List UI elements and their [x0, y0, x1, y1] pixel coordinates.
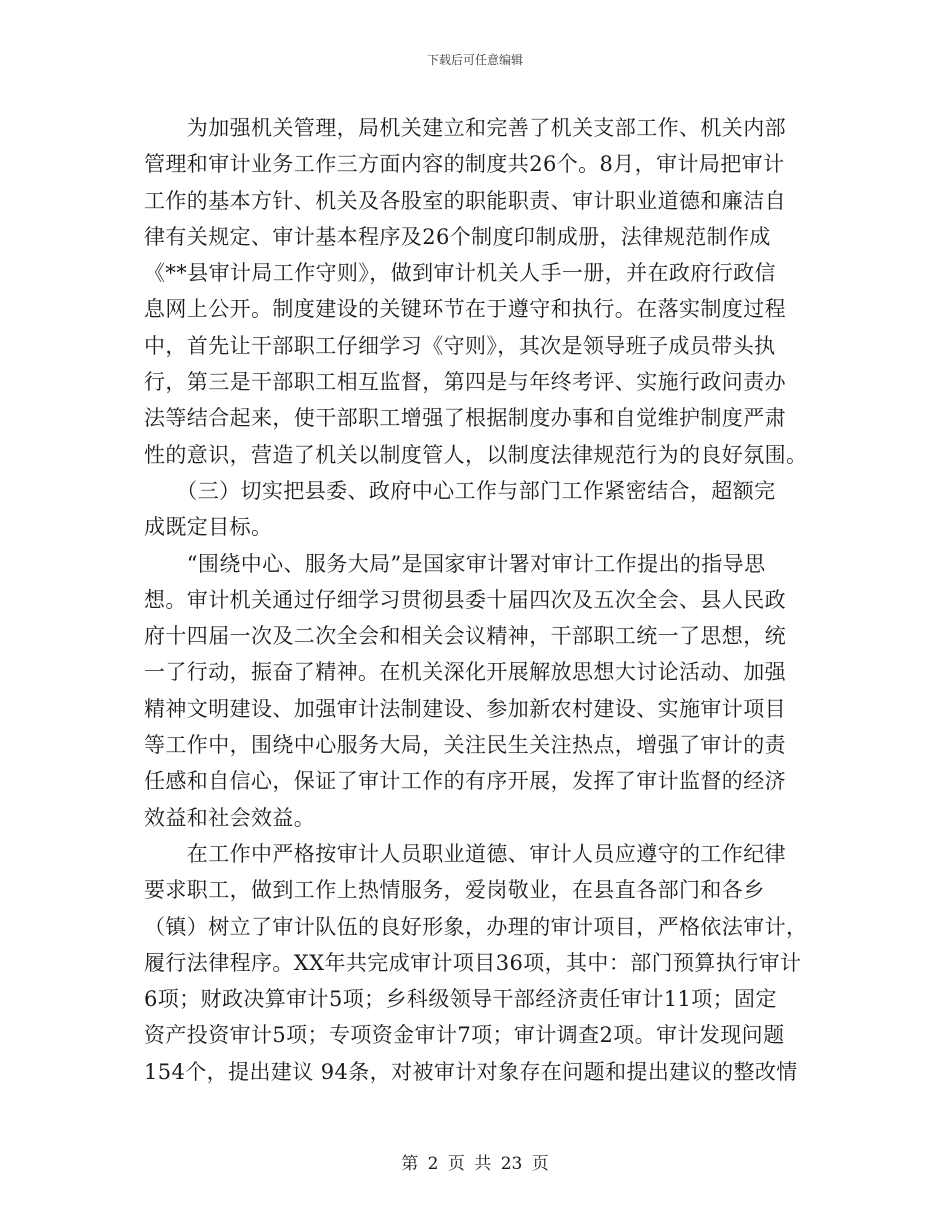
- text-line: 息网上公开。制度建设的关键环节在于遵守和执行。在落实制度过程: [144, 297, 786, 322]
- text-line: 府十四届一次及二次全会和相关会议精神，干部职工统一了思想，统: [144, 624, 786, 649]
- text-line: 6项；财政决算审计5项；乡科级领导干部经济责任审计11项；固定: [144, 987, 777, 1012]
- text-line: 法等结合起来，使干部职工增强了根据制度办事和自觉维护制度严肃: [144, 406, 786, 431]
- text-line: 在工作中严格按审计人员职业道德、审计人员应遵守的工作纪律: [144, 841, 786, 866]
- page-header: 下载后可任意编辑: [426, 53, 523, 67]
- text-line: 任感和自信心，保证了审计工作的有序开展，发挥了审计监督的经济: [144, 769, 786, 794]
- text-line: 性的意识，营造了机关以制度管人，以制度法律规范行为的良好氛围。: [144, 442, 808, 467]
- text-line: （三）切实把县委、政府中心工作与部门工作紧密结合，超额完: [144, 478, 776, 503]
- text-line: 行，第三是干部职工相互监督，第四是与年终考评、实施行政问责办: [144, 370, 786, 395]
- text-line: 《**县审计局工作守则》，做到审计机关人手一册，并在政府行政信: [144, 261, 776, 286]
- text-line: 律有关规定、审计基本程序及26个制度印制成册，法律规范制作成: [144, 224, 771, 249]
- text-line: 要求职工，做到工作上热情服务，爱岗敬业，在县直各部门和各乡: [144, 878, 765, 903]
- text-line: 履行法律程序。XX年共完成审计项目36项，其中：部门预算执行审计: [144, 950, 802, 975]
- text-line: 工作的基本方针、机关及各股室的职能职责、审计职业道德和廉洁自: [144, 188, 786, 213]
- text-line: 效益和社会效益。: [144, 805, 316, 830]
- text-line: 154个，提出建议 94条，对被审计对象存在问题和提出建议的整改情: [144, 1059, 798, 1084]
- text-line: 等工作中，围绕中心服务大局，关注民生关注热点，增强了审计的责: [144, 733, 786, 758]
- text-line: 精神文明建设、加强审计法制建设、参加新农村建设、实施审计项目: [144, 696, 786, 721]
- text-line: 为加强机关管理，局机关建立和完善了机关支部工作、机关内部: [144, 116, 786, 140]
- text-line: 一了行动，振奋了精神。在机关深化开展解放思想大讨论活动、加强: [144, 660, 786, 685]
- text-line: 成既定目标。: [144, 515, 273, 540]
- text-line: “围绕中心、服务大局”是国家审计署对审计工作提出的指导思: [144, 551, 766, 576]
- text-line: 想。审计机关通过仔细学习贯彻县委十届四次及五次全会、县人民政: [144, 587, 786, 612]
- text-line: 管理和审计业务工作三方面内容的制度共26个。8月，审计局把审计: [144, 152, 785, 177]
- body-text: [144, 110, 824, 1090]
- page-number: 第 2 页 共 23 页: [401, 1154, 549, 1174]
- text-line: 资产投资审计5项；专项资金审计7项；审计调查2项。审计发现问题: [144, 1023, 785, 1048]
- text-line: 中，首先让干部职工仔细学习《守则》，其次是领导班子成员带头执: [144, 333, 776, 358]
- text-line: （镇）树立了审计队伍的良好形象，办理的审计项目，严格依法审计，: [144, 914, 808, 939]
